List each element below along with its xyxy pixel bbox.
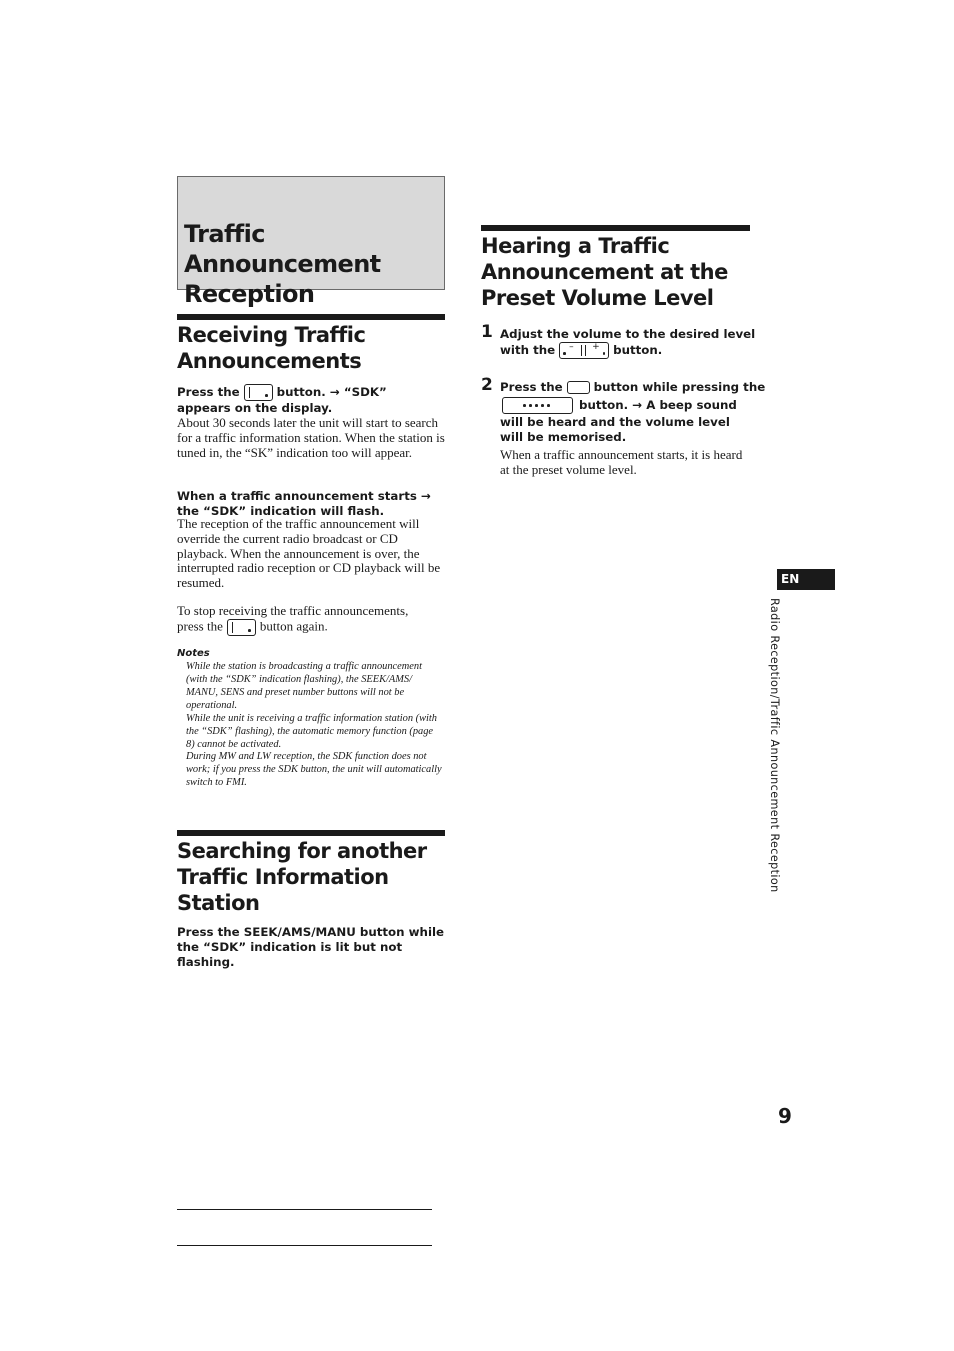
subheading-announcement-starts: When a traffic announcement starts → the “SDK” indication will flash.	[177, 489, 431, 518]
paragraph-search: About 30 seconds later the unit will start to search for a traffic information station. When the station is tuned in, the “SK” indication too will appear.	[177, 415, 445, 460]
instruction-text: button. → “SDK”	[276, 385, 387, 399]
section-heading-searching: Searching for another Traffic Information Station	[177, 839, 427, 915]
sdk-button-icon	[227, 619, 256, 636]
step-number: 2	[481, 375, 493, 395]
step-text: button.	[613, 343, 663, 357]
section-rule	[481, 225, 750, 231]
section-rule	[177, 830, 445, 836]
notes-heading: Notes	[177, 648, 210, 659]
instruction-press-sdk	[177, 384, 447, 401]
footer-line	[177, 1245, 432, 1246]
sdk-button-icon	[244, 384, 273, 401]
step1-text-b	[500, 342, 752, 359]
volume-button-icon	[559, 342, 609, 359]
section-heading-receiving: Receiving Traffic Announcements	[177, 323, 366, 373]
chapter-title-box	[177, 176, 445, 308]
section-rule	[177, 314, 445, 320]
page-number: 9	[778, 1104, 792, 1128]
step2-text-b	[500, 397, 752, 414]
instruction-display: appears on the display.	[177, 401, 333, 415]
step2-text-c: will be heard and the volume level will be memorised.	[500, 415, 730, 444]
step1-text: Adjust the volume to the desired level	[500, 327, 756, 341]
note-item: While the unit is receiving a traffic information station (with the “SDK” flashing), the automatic memory function (page 8) cannot be activated.	[186, 713, 437, 750]
step-text: button. → A beep sound	[579, 398, 737, 412]
instruction-text: Press the	[177, 385, 240, 399]
volume-minus-label: –	[569, 342, 574, 352]
step-text: button while pressing the	[593, 380, 766, 394]
paragraph-override: The reception of the traffic announcement will override the current radio broadcast or CD playback. When the announcement is over, the interrupted radio reception or CD playback will be resumed.	[177, 516, 441, 591]
sdk-small-button-icon	[567, 381, 590, 394]
side-section-label: Radio Reception/Traffic Announcement Reception	[768, 598, 781, 893]
note-item: While the station is broadcasting a traffic announcement (with the “SDK” indication flashing), the SEEK/AMS/ MANU, SENS and preset number buttons will not be operational.	[186, 661, 422, 711]
paragraph-stop-a: To stop receiving the traffic announcements,	[177, 603, 409, 618]
paragraph-stop-b	[177, 619, 447, 636]
paragraph-text: press the	[177, 618, 223, 634]
language-tab: EN	[777, 569, 835, 590]
paragraph-preset-volume: When a traffic announcement starts, it is heard at the preset volume level.	[500, 447, 743, 477]
paragraph-text: button again.	[259, 618, 328, 634]
volume-plus-label: +	[592, 342, 600, 352]
step-number: 1	[481, 322, 493, 342]
chapter-title: Traffic Announcement Reception	[184, 220, 381, 308]
section-heading-preset-volume: Hearing a Traffic Announcement at the Preset Volume Level	[481, 234, 728, 310]
note-item: During MW and LW reception, the SDK function does not work; if you press the SDK button, the unit will automatically switch to FMI.	[186, 751, 442, 788]
footer-line	[177, 1209, 432, 1210]
step2-text	[500, 380, 766, 395]
instruction-seek: Press the SEEK/AMS/MANU button while the “SDK” indication is lit but not flashing.	[177, 925, 445, 969]
preset-button-icon	[502, 397, 573, 414]
step-text: Press the	[500, 380, 563, 394]
step-text: with the	[500, 343, 556, 357]
